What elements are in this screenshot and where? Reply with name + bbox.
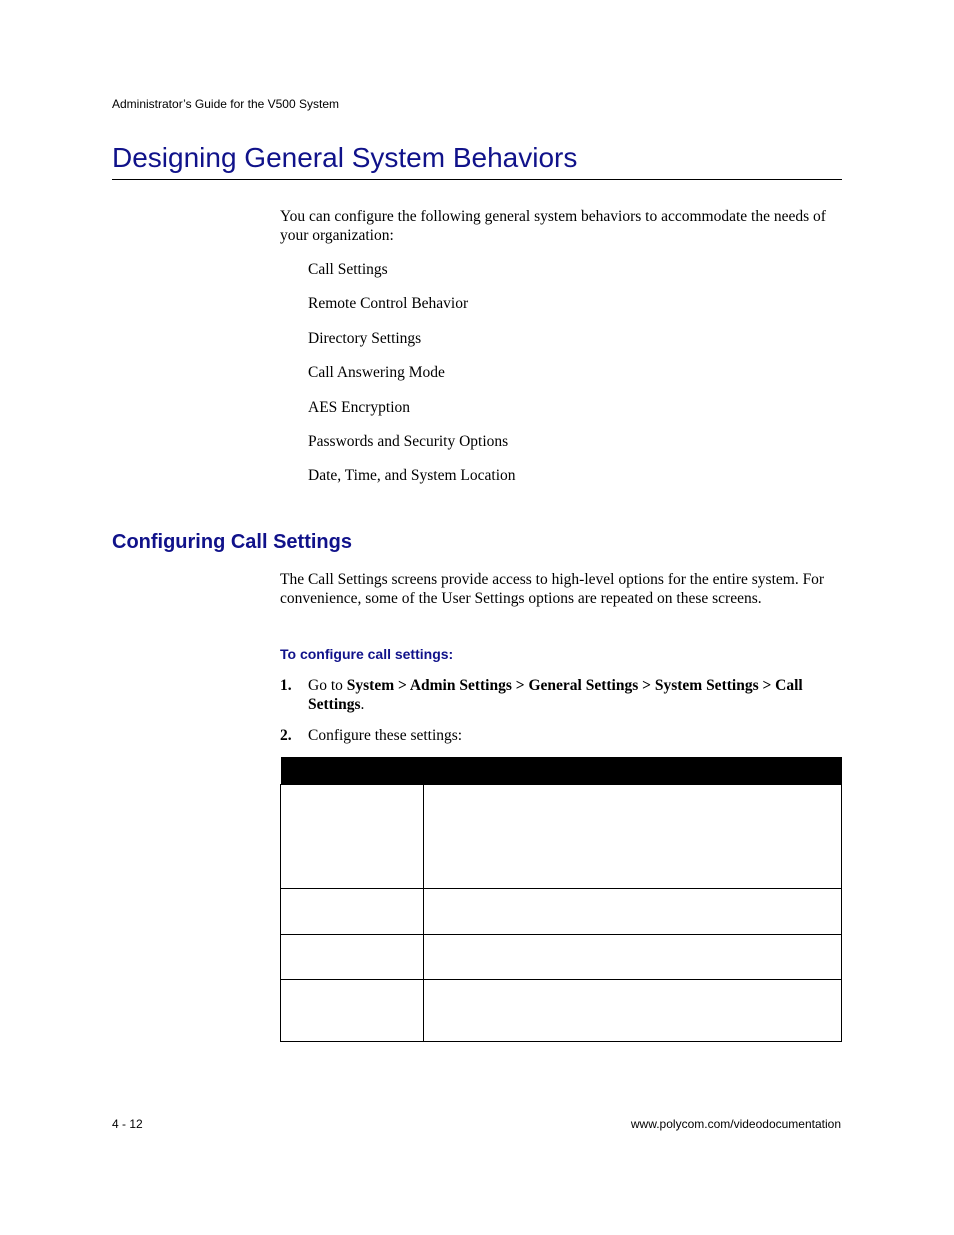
step-text (308, 676, 842, 714)
setting-cell (281, 980, 424, 1042)
footer-url: www.polycom.com/videodocumentation (630, 1117, 841, 1131)
settings-table (280, 757, 842, 1042)
step-2 (280, 726, 842, 745)
procedure-heading: To configure call settings: (280, 646, 454, 662)
description-cell (424, 935, 842, 980)
behaviors-list (308, 259, 516, 500)
step-prefix: Go to (308, 677, 347, 694)
step-suffix: . (360, 696, 365, 713)
step-number: 2. (280, 727, 292, 744)
description-cell (424, 980, 842, 1042)
step-1 (280, 676, 842, 714)
setting-cell (281, 935, 424, 980)
setting-cell (281, 785, 424, 889)
page-number: 4 - 12 (112, 1117, 143, 1131)
behavior-item: Date, Time, and System Location (308, 467, 516, 485)
menu-path: System > Admin Settings > General Settings > System Settings > Call Settings (308, 677, 803, 713)
step-text: Configure these settings: (308, 727, 463, 744)
behavior-item: Remote Control Behavior (308, 295, 469, 313)
description-cell (424, 889, 842, 935)
table-header-cell (281, 757, 842, 785)
intro-paragraph: You can configure the following general system behaviors to accommodate the needs of your organization: (280, 208, 826, 244)
table-row (281, 889, 842, 935)
behavior-item: Directory Settings (308, 329, 422, 347)
description-cell (424, 785, 842, 889)
behavior-item: Passwords and Security Options (308, 432, 509, 450)
section-intro-paragraph: The Call Settings screens provide access to high-level options for the entire system. For convenience, some of the User Settings options are repeated on these screens. (280, 571, 825, 607)
section-heading: Configuring Call Settings (112, 531, 352, 553)
table-row (281, 980, 842, 1042)
behavior-item: AES Encryption (308, 398, 411, 416)
behavior-item: Call Answering Mode (308, 364, 445, 382)
step-number: 1. (280, 677, 292, 694)
running-header: Administrator’s Guide for the V500 System (112, 97, 339, 111)
table-row (281, 785, 842, 889)
table-row (281, 935, 842, 980)
setting-cell (281, 889, 424, 935)
behavior-item: Call Settings (308, 261, 388, 278)
table-header-row (281, 757, 842, 785)
page-title: Designing General System Behaviors (112, 139, 842, 180)
